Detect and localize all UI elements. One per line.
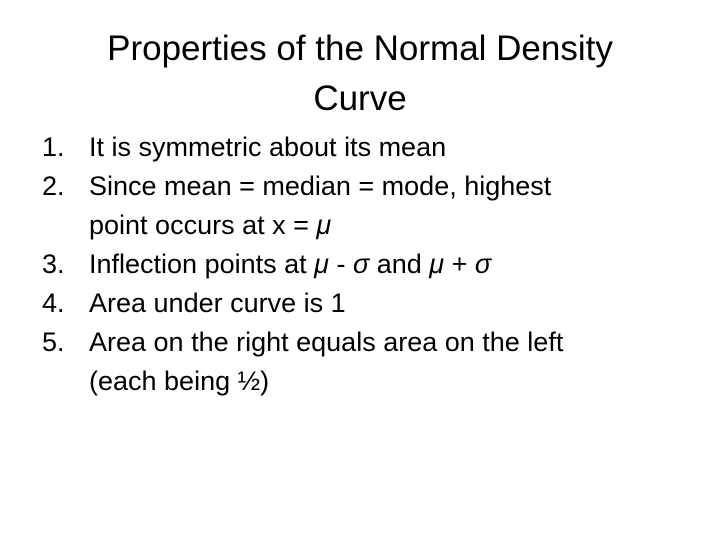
- item-prefix: Inflection points at: [89, 249, 315, 279]
- and-text: and: [369, 249, 430, 279]
- mu-symbol: μ: [314, 249, 329, 279]
- title-line-1: Properties of the Normal Density: [107, 29, 613, 68]
- slide-title: [36, 24, 684, 124]
- title-line-2: Curve: [313, 79, 407, 118]
- item-line: It is symmetric about its mean: [89, 132, 447, 162]
- item-text: [89, 323, 682, 401]
- mu-symbol: μ: [316, 210, 332, 240]
- plus-text: +: [444, 249, 475, 279]
- item-number: 3.: [42, 249, 65, 279]
- sigma-symbol: σ: [352, 249, 370, 279]
- properties-list: [42, 128, 682, 401]
- sigma-symbol: σ: [474, 249, 492, 279]
- item-line: [89, 206, 682, 245]
- item-text: [89, 128, 682, 167]
- list-item-3: [42, 245, 682, 284]
- item-number: 1.: [42, 132, 65, 162]
- minus-text: -: [328, 249, 353, 279]
- list-item-5: [42, 323, 682, 401]
- list-item-4: [42, 284, 682, 323]
- item-line: Since mean = median = mode, highest: [89, 171, 552, 201]
- item-number: 2.: [42, 171, 65, 201]
- mu-symbol: μ: [429, 249, 445, 279]
- item-text: [89, 245, 682, 284]
- item-number: 4.: [42, 288, 65, 318]
- item-line-prefix: point occurs at x =: [89, 210, 317, 240]
- item-text: [89, 284, 682, 323]
- item-number: 5.: [42, 327, 65, 357]
- item-line: (each being ½): [89, 366, 270, 396]
- item-line: [89, 245, 682, 284]
- list-item-1: [42, 128, 682, 167]
- list-item-2: [42, 167, 682, 245]
- item-line: Area under curve is 1: [89, 288, 346, 318]
- item-text: [89, 167, 682, 245]
- item-line: Area on the right equals area on the left: [89, 327, 564, 357]
